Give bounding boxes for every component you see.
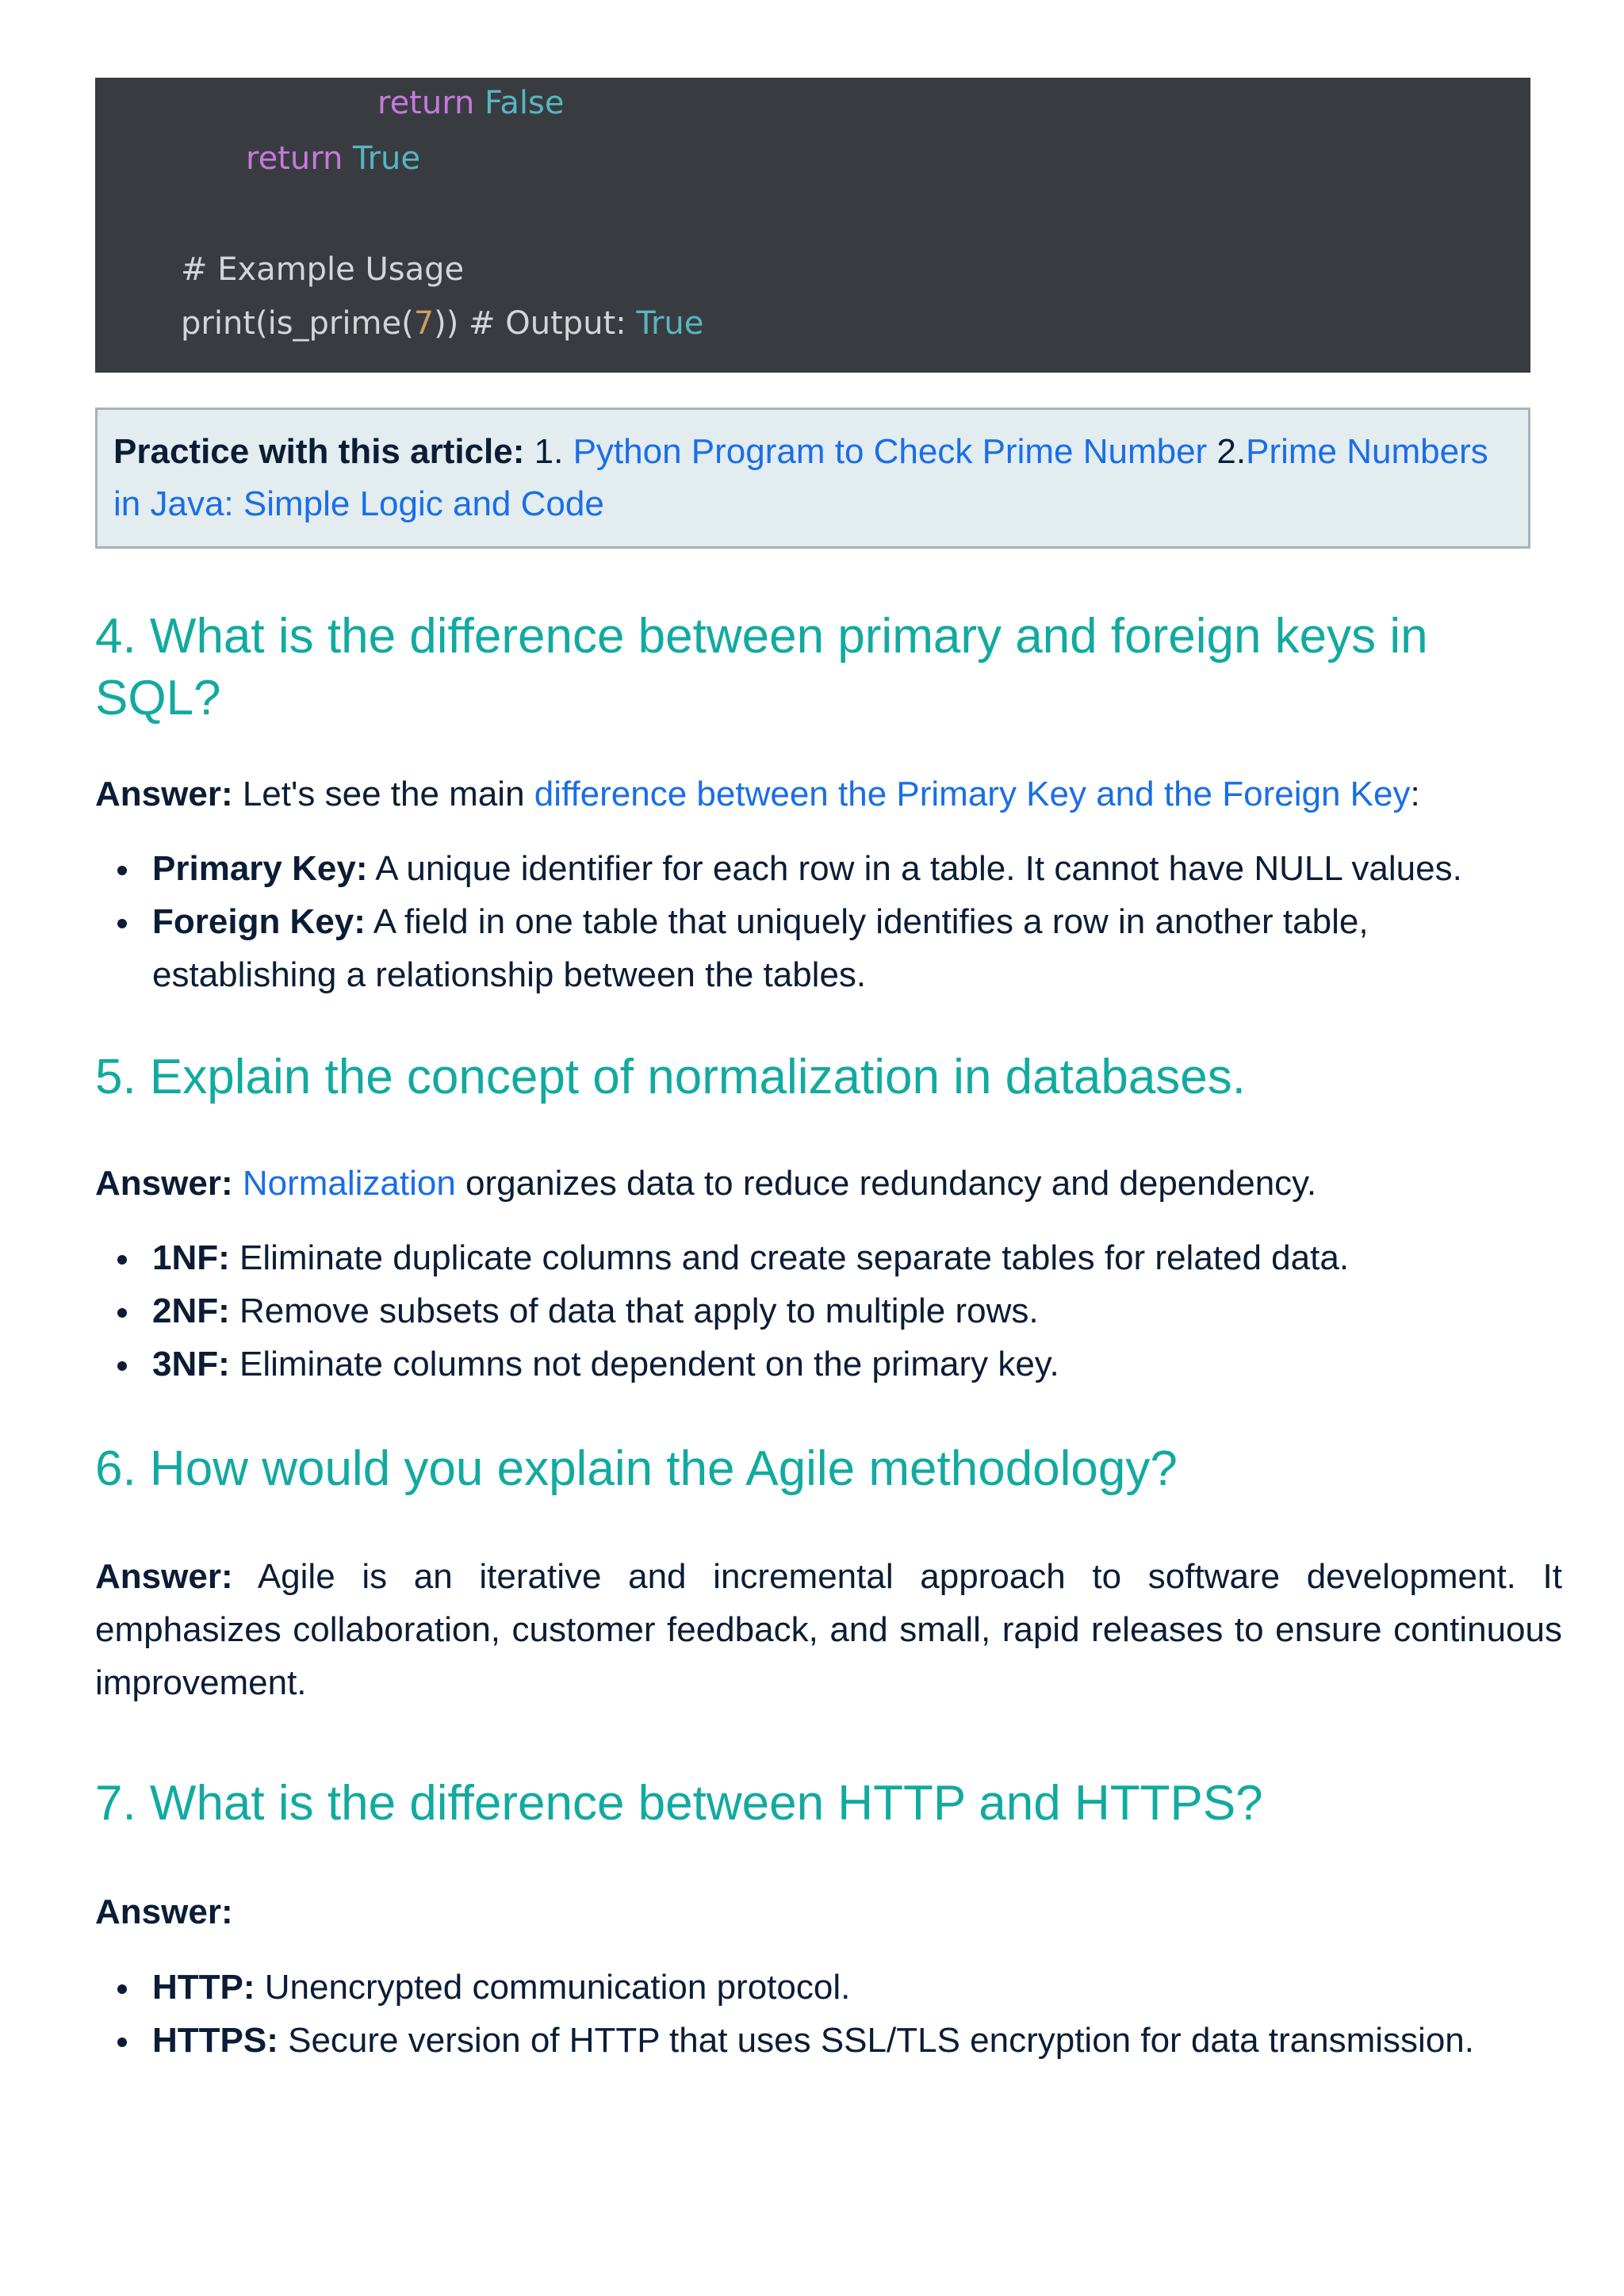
list-term: 1NF:: [152, 1238, 230, 1277]
code-literal: True: [353, 140, 420, 177]
code-keyword: return: [246, 140, 343, 177]
list-item: [95, 1231, 1546, 1284]
code-literal: True: [636, 305, 704, 342]
answer-label: Answer:: [95, 1164, 233, 1203]
code-line-print: [181, 304, 703, 342]
answer-label: Answer:: [95, 775, 233, 813]
list-item: [95, 1337, 1546, 1391]
list-term: 2NF:: [152, 1292, 230, 1330]
code-literal: False: [485, 85, 565, 121]
code-keyword: return: [377, 85, 475, 121]
practice-number-1: 1.: [524, 432, 573, 471]
list-text: Remove subsets of data that apply to multiple rows.: [229, 1292, 1039, 1330]
question-5-list: [95, 1231, 1546, 1391]
link-primary-vs-foreign-key[interactable]: difference between the Primary Key and the Foreign Key: [534, 775, 1411, 813]
list-text: A field in one table that uniquely identifies a row in another table, establishing a relationship between the tables.: [152, 902, 1369, 994]
practice-label: Practice with this article:: [113, 432, 525, 471]
code-text: )) # Output:: [434, 305, 637, 342]
question-6-answer: [95, 1550, 1562, 1709]
list-item: [95, 1284, 1546, 1337]
question-4-answer: [95, 767, 1562, 821]
code-number: 7: [413, 305, 435, 342]
link-normalization[interactable]: Normalization: [242, 1164, 456, 1203]
list-term: 3NF:: [152, 1345, 230, 1383]
list-term: HTTP:: [152, 1968, 255, 2007]
code-line-return-false: [377, 84, 564, 122]
question-4-list: [95, 842, 1546, 1001]
practice-link-python-prime[interactable]: Python Program to Check Prime Number: [573, 432, 1208, 471]
question-4-heading: 4. What is the difference between primary and foreign keys in SQL?: [95, 609, 1428, 725]
answer-label: Answer:: [95, 1557, 233, 1596]
code-line-return-true: [246, 140, 420, 178]
list-item: [95, 2014, 1546, 2067]
question-7-answer: [95, 1885, 1562, 1938]
list-item: [95, 895, 1546, 1001]
list-term: HTTPS:: [152, 2021, 278, 2060]
list-text: Eliminate columns not dependent on the primary key.: [229, 1345, 1059, 1383]
list-text: A unique identifier for each row in a table. It cannot have NULL values.: [367, 849, 1462, 888]
answer-text: organizes data to reduce redundancy and dependency.: [455, 1164, 1317, 1203]
list-text: Unencrypted communication protocol.: [255, 1968, 851, 2007]
question-7-heading: 7. What is the difference between HTTP and HTTPS?: [95, 1776, 1263, 1831]
list-text: Secure version of HTTP that uses SSL/TLS encryption for data transmission.: [278, 2021, 1474, 2060]
answer-text: :: [1410, 775, 1420, 813]
practice-link-java-prime[interactable]: Prime Numbers in Java: Simple Logic and Code: [113, 432, 1488, 523]
question-7-list: [95, 1961, 1546, 2067]
list-term: Foreign Key:: [152, 902, 366, 941]
question-5-answer: [95, 1157, 1562, 1210]
answer-text: Agile is an iterative and incremental approach to software development. It emphasizes collaboration, customer feedback, and small, rapid releases to ensure continuous improvement.: [95, 1557, 1562, 1702]
code-block: [95, 78, 1530, 373]
list-text: Eliminate duplicate columns and create separate tables for related data.: [229, 1238, 1350, 1277]
question-6-heading: 6. How would you explain the Agile methodology?: [95, 1441, 1178, 1496]
practice-number-2: 2.: [1207, 432, 1247, 471]
list-item: [95, 1961, 1546, 2014]
answer-label: Answer:: [95, 1892, 233, 1931]
list-term: Primary Key:: [152, 849, 368, 888]
question-5-heading: 5. Explain the concept of normalization in databases.: [95, 1050, 1247, 1104]
list-item: [95, 842, 1546, 895]
practice-box: [95, 408, 1530, 549]
code-text: print(is_prime(: [181, 305, 414, 342]
code-comment: # Example Usage: [181, 251, 465, 288]
answer-text: Let's see the main: [232, 775, 534, 813]
